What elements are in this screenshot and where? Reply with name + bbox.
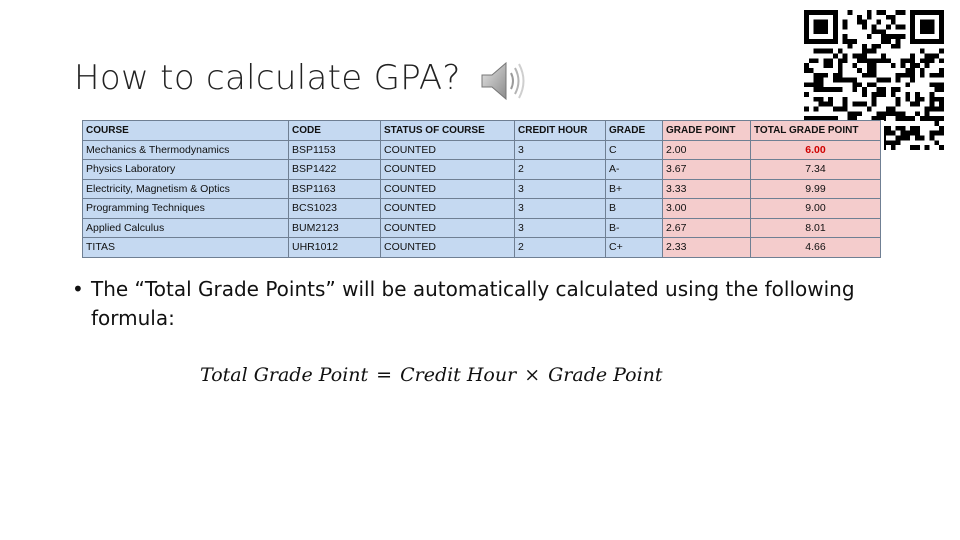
header-code: CODE	[289, 121, 381, 141]
cell-grade-point: 3.33	[663, 179, 751, 199]
formula	[200, 364, 663, 386]
formula-lhs: Total Grade Point	[200, 364, 369, 386]
table-row	[83, 218, 881, 238]
cell-credit-hour: 2	[515, 160, 606, 180]
cell-grade: C+	[606, 238, 663, 258]
cell-grade: B-	[606, 218, 663, 238]
formula-term2: Grade Point	[548, 364, 663, 386]
cell-code: BUM2123	[289, 218, 381, 238]
cell-grade-point: 3.67	[663, 160, 751, 180]
bullet-marker: •	[72, 277, 84, 301]
header-grade: GRADE	[606, 121, 663, 141]
cell-status: COUNTED	[381, 199, 515, 219]
cell-total-grade-point: 8.01	[751, 218, 881, 238]
cell-grade: B	[606, 199, 663, 219]
table-row	[83, 160, 881, 180]
table-row	[83, 199, 881, 219]
bullet-text: The “Total Grade Points” will be automatically calculated using the following formula:	[91, 277, 855, 330]
cell-status: COUNTED	[381, 238, 515, 258]
table-row	[83, 140, 881, 160]
bullet-point	[72, 275, 862, 333]
cell-total-grade-point: 7.34	[751, 160, 881, 180]
cell-credit-hour: 3	[515, 179, 606, 199]
cell-grade-point: 2.33	[663, 238, 751, 258]
formula-term1: Credit Hour	[400, 364, 517, 386]
slide-title: How to calculate GPA?	[74, 58, 461, 98]
cell-total-grade-point: 9.00	[751, 199, 881, 219]
spreadsheet-screenshot	[76, 120, 884, 256]
cell-credit-hour: 3	[515, 199, 606, 219]
cell-course: Applied Calculus	[83, 218, 289, 238]
cell-course: Programming Techniques	[83, 199, 289, 219]
cell-status: COUNTED	[381, 160, 515, 180]
cell-course: Electricity, Magnetism & Optics	[83, 179, 289, 199]
header-course: COURSE	[83, 121, 289, 141]
cell-grade: B+	[606, 179, 663, 199]
cell-total-grade-point: 6.00	[751, 140, 881, 160]
cell-total-grade-point: 4.66	[751, 238, 881, 258]
cell-status: COUNTED	[381, 140, 515, 160]
cell-code: BCS1023	[289, 199, 381, 219]
formula-times: ×	[524, 364, 541, 386]
cell-course: TITAS	[83, 238, 289, 258]
cell-grade-point: 2.00	[663, 140, 751, 160]
header-status: STATUS OF COURSE	[381, 121, 515, 141]
header-credit-hour: CREDIT HOUR	[515, 121, 606, 141]
cell-code: BSP1422	[289, 160, 381, 180]
speaker-icon[interactable]	[478, 58, 526, 104]
cell-code: BSP1163	[289, 179, 381, 199]
cell-grade-point: 2.67	[663, 218, 751, 238]
grades-table	[82, 120, 881, 258]
cell-code: BSP1153	[289, 140, 381, 160]
cell-status: COUNTED	[381, 218, 515, 238]
cell-credit-hour: 2	[515, 238, 606, 258]
cell-credit-hour: 3	[515, 140, 606, 160]
header-grade-point: GRADE POINT	[663, 121, 751, 141]
cell-grade: C	[606, 140, 663, 160]
cell-code: UHR1012	[289, 238, 381, 258]
table-row	[83, 179, 881, 199]
cell-course: Physics Laboratory	[83, 160, 289, 180]
cell-status: COUNTED	[381, 179, 515, 199]
table-row	[83, 238, 881, 258]
cell-grade: A-	[606, 160, 663, 180]
table-header-row	[83, 121, 881, 141]
cell-grade-point: 3.00	[663, 199, 751, 219]
cell-course: Mechanics & Thermodynamics	[83, 140, 289, 160]
formula-equals: =	[376, 364, 393, 386]
cell-credit-hour: 3	[515, 218, 606, 238]
header-total-grade-point: TOTAL GRADE POINT	[751, 121, 881, 141]
cell-total-grade-point: 9.99	[751, 179, 881, 199]
